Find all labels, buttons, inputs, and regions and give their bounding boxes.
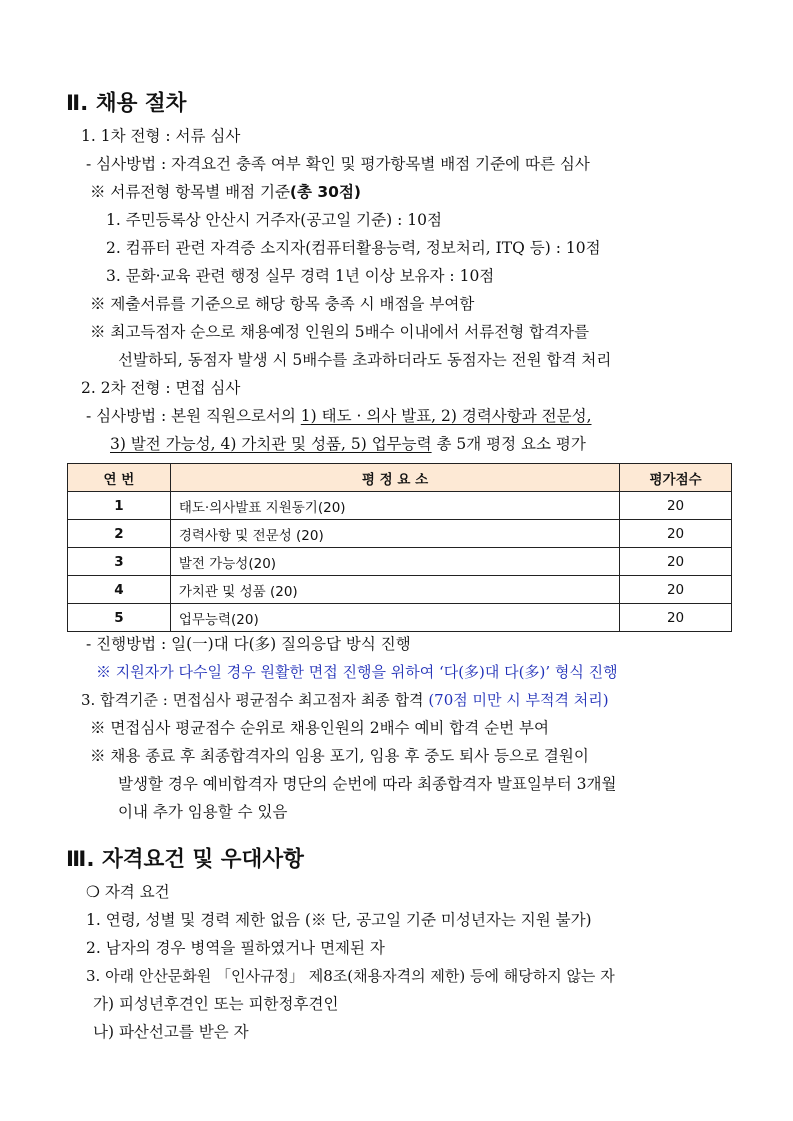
section-3-heading: Ⅲ. 자격요건 및 우대사항 bbox=[66, 847, 304, 872]
stage3-note-2-line2: 발생할 경우 예비합격자 명단의 순번에 따라 최종합격자 발표일부터 3개월 bbox=[118, 775, 617, 793]
stage3-criteria bbox=[81, 689, 609, 711]
table-row bbox=[68, 548, 732, 576]
stage1-score-note bbox=[90, 181, 361, 203]
header-score: 평가점수 bbox=[620, 464, 732, 492]
method-suffix: 총 5개 평정 요소 평가 bbox=[431, 435, 586, 453]
table-row bbox=[68, 492, 732, 520]
score-item-3: 3. 문화·교육 관련 행정 실무 경력 1년 이상 보유자 : 10점 bbox=[106, 267, 495, 285]
row-score: 20 bbox=[620, 492, 732, 520]
method-prefix: - 심사방법 : 본원 직원으로서의 bbox=[86, 407, 301, 425]
stage2-title: 2. 2차 전형 : 면접 심사 bbox=[81, 379, 241, 397]
score-note-text: ※ 서류전형 항목별 배점 기준 bbox=[90, 183, 290, 201]
row-score: 20 bbox=[620, 548, 732, 576]
stage1-method: - 심사방법 : 자격요건 충족 여부 확인 및 평가항목별 배점 기준에 따른 심사 bbox=[86, 155, 590, 173]
qualification-subitem-a: 가) 피성년후견인 또는 피한정후견인 bbox=[93, 995, 339, 1013]
stage2-method-line2 bbox=[110, 433, 586, 455]
row-element: 경력사항 및 전문성 (20) bbox=[170, 520, 619, 548]
header-no: 연 번 bbox=[68, 464, 171, 492]
stage2-progress: - 진행방법 : 일(一)대 다(多) 질의응답 방식 진행 bbox=[86, 635, 411, 653]
row-no: 5 bbox=[68, 604, 171, 632]
table-row bbox=[68, 604, 732, 632]
section-2-heading: Ⅱ. 채용 절차 bbox=[66, 91, 187, 116]
criteria-text: 3. 합격기준 : 면접심사 평균점수 최고점자 최종 합격 bbox=[81, 691, 429, 709]
row-no: 4 bbox=[68, 576, 171, 604]
qualification-subitem-b: 나) 파산선고를 받은 자 bbox=[93, 1023, 249, 1041]
row-score: 20 bbox=[620, 604, 732, 632]
method-elements-2: 3) 발전 가능성, 4) 가치관 및 성품, 5) 업무능력 bbox=[110, 435, 432, 453]
row-score: 20 bbox=[620, 520, 732, 548]
row-element: 업무능력(20) bbox=[170, 604, 619, 632]
row-no: 1 bbox=[68, 492, 171, 520]
stage1-note-3-line1: ※ 최고득점자 순으로 채용예정 인원의 5배수 이내에서 서류전형 합격자를 bbox=[90, 323, 589, 341]
row-element: 가치관 및 성품 (20) bbox=[170, 576, 619, 604]
stage3-note-2-line1: ※ 채용 종료 후 최종합격자의 임용 포기, 임용 후 중도 퇴사 등으로 결원이 bbox=[90, 747, 589, 765]
row-element: 태도·의사발표 지원동기(20) bbox=[170, 492, 619, 520]
qualification-item-2: 2. 남자의 경우 병역을 필하였거나 면제된 자 bbox=[86, 939, 385, 957]
row-no: 2 bbox=[68, 520, 171, 548]
score-item-1: 1. 주민등록상 안산시 거주자(공고일 기준) : 10점 bbox=[106, 211, 442, 229]
table-row bbox=[68, 520, 732, 548]
row-score: 20 bbox=[620, 576, 732, 604]
table-row bbox=[68, 576, 732, 604]
header-element: 평 정 요 소 bbox=[170, 464, 619, 492]
score-item-2: 2. 컴퓨터 관련 자격증 소지자(컴퓨터활용능력, 정보처리, ITQ 등) : 10점 bbox=[106, 239, 601, 257]
qualification-subheading: ❍ 자격 요건 bbox=[86, 883, 170, 901]
table-header-row bbox=[68, 464, 732, 492]
stage1-title: 1. 1차 전형 : 서류 심사 bbox=[81, 127, 241, 145]
stage1-note-3-line2: 선발하되, 동점자 발생 시 5배수를 초과하더라도 동점자는 전원 합격 처리 bbox=[118, 351, 612, 369]
stage1-note-2: ※ 제출서류를 기준으로 해당 항목 충족 시 배점을 부여함 bbox=[90, 295, 475, 313]
criteria-disqualify: (70점 미만 시 부적격 처리) bbox=[428, 691, 609, 709]
method-elements-1: 1) 태도 · 의사 발표, 2) 경력사항과 전문성, bbox=[300, 407, 592, 425]
evaluation-table bbox=[67, 463, 732, 632]
stage3-note-2-line3: 이내 추가 임용할 수 있음 bbox=[118, 803, 288, 821]
row-element: 발전 가능성(20) bbox=[170, 548, 619, 576]
score-note-total: (총 30점) bbox=[289, 183, 362, 201]
stage2-progress-note: ※ 지원자가 다수일 경우 원활한 면접 진행을 위하여 ‘다(多)대 다(多)’ 형식 진행 bbox=[96, 663, 618, 681]
qualification-item-3: 3. 아래 안산문화원 「인사규정」 제8조(채용자격의 제한) 등에 해당하지 않는 자 bbox=[86, 967, 615, 985]
row-no: 3 bbox=[68, 548, 171, 576]
stage2-method-line1 bbox=[86, 405, 592, 427]
stage3-note-1: ※ 면접심사 평균점수 순위로 채용인원의 2배수 예비 합격 순번 부여 bbox=[90, 719, 550, 737]
qualification-item-1: 1. 연령, 성별 및 경력 제한 없음 (※ 단, 공고일 기준 미성년자는 지원 불가) bbox=[86, 911, 592, 929]
